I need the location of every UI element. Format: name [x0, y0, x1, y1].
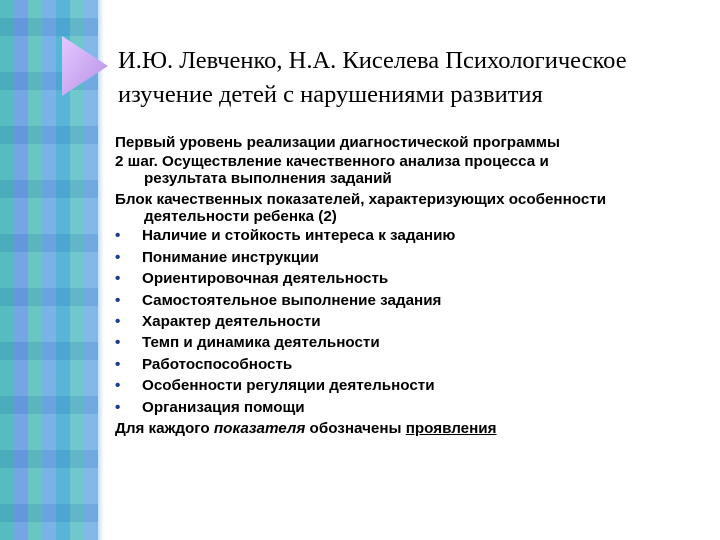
block-line-2: деятельности ребенка (2) [144, 208, 337, 226]
list-item [115, 225, 715, 246]
list-item-label: Темп и динамика деятельности [142, 334, 380, 352]
step-line-2: результата выполнения заданий [144, 170, 392, 188]
list-item-label: Работоспособность [142, 355, 293, 373]
bullet-icon: • [115, 334, 121, 352]
block-line-1: Блок качественных показателей, характеризующих особенности [115, 191, 607, 209]
list-item-label: Организация помощи [142, 398, 305, 416]
list-item [115, 247, 715, 268]
level-paragraph: Первый уровень реализации диагностической программы [115, 134, 560, 151]
list-item-label: Особенности регуляции деятельности [142, 377, 435, 395]
list-item [115, 375, 715, 396]
closing-part-1: Для каждого [115, 419, 214, 437]
title-line-1: И.Ю. Левченко, Н.А. Киселева Психологическое [118, 47, 627, 74]
list-item [115, 397, 715, 418]
list-item-label: Характер деятельности [142, 312, 321, 330]
bullet-icon: • [115, 377, 121, 395]
indicator-list [115, 225, 715, 418]
list-item [115, 268, 715, 289]
list-item-label: Самостоятельное выполнение задания [142, 291, 442, 309]
closing-line [115, 418, 715, 439]
closing-part-2: показателя [213, 419, 306, 437]
bullet-icon: • [115, 227, 121, 245]
list-item-label: Ориентировочная деятельность [142, 270, 389, 288]
bullet-icon: • [115, 398, 121, 416]
bullet-icon: • [115, 312, 121, 330]
list-item [115, 332, 715, 353]
title-line-2: изучение детей с нарушениями развития [118, 81, 543, 108]
bullet-icon: • [115, 291, 121, 309]
closing-part-3: обозначены [305, 419, 406, 437]
list-item [115, 354, 715, 375]
bullet-icon: • [115, 355, 121, 373]
step-line-1: 2 шаг. Осуществление качественного анализа процесса и [115, 153, 549, 171]
list-item-label: Понимание инструкции [142, 248, 319, 266]
slide-body [115, 132, 715, 439]
list-item [115, 311, 715, 332]
list-item [115, 290, 715, 311]
triangle-icon [60, 34, 110, 98]
bullet-icon: • [115, 248, 121, 266]
bullet-icon: • [115, 270, 121, 288]
closing-link[interactable]: проявления [405, 419, 497, 437]
list-item-label: Наличие и стойкость интереса к заданию [142, 227, 456, 245]
slide-title [118, 44, 714, 112]
